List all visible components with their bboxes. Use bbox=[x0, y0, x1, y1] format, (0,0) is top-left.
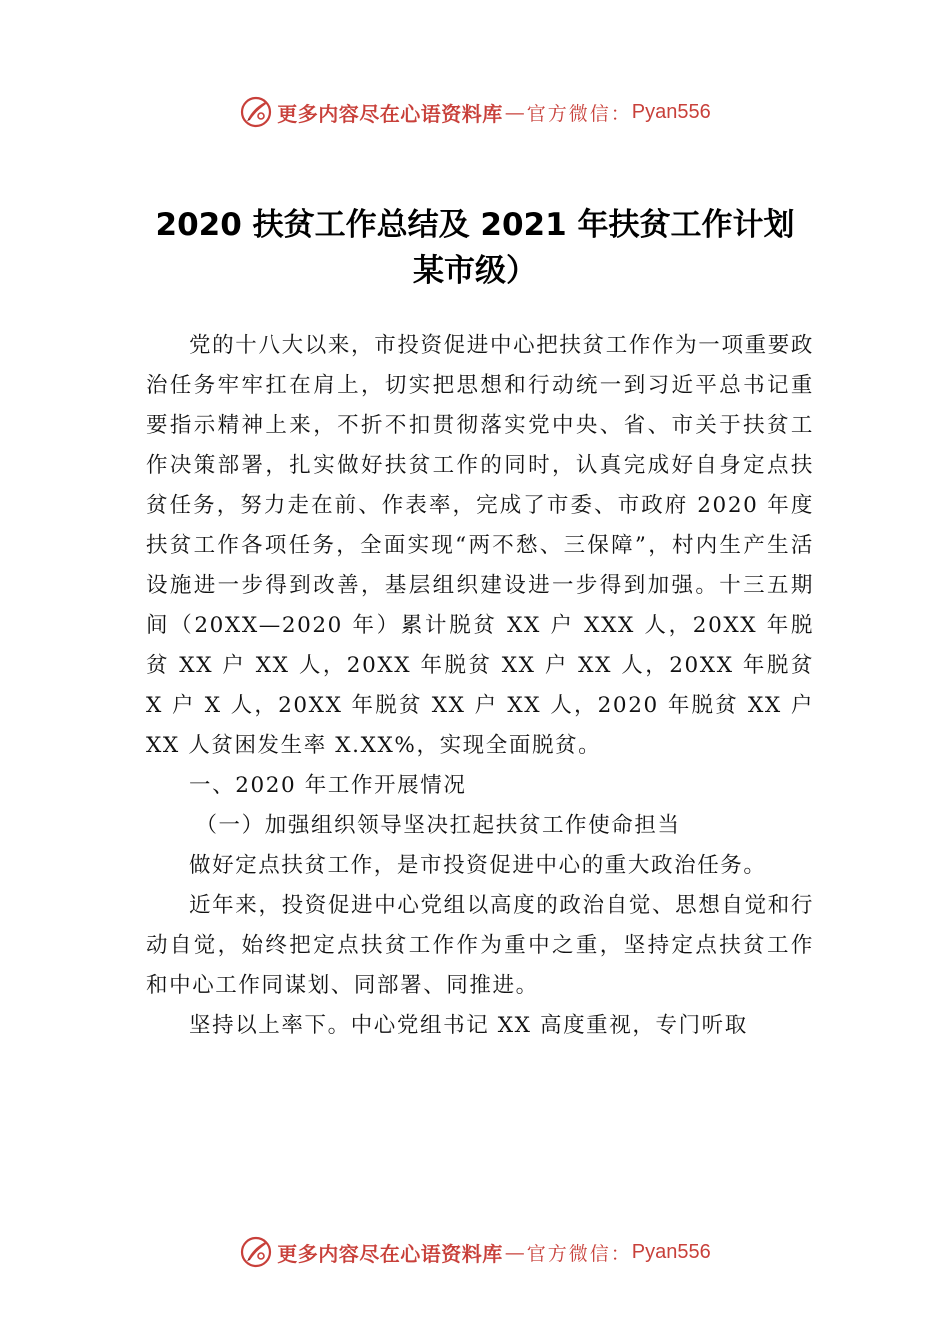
section-heading: 一、2020 年工作开展情况 bbox=[189, 773, 467, 798]
paragraph: 坚持以上率下。中心党组书记 XX 高度重视，专门听取 bbox=[189, 1013, 748, 1038]
pen-logo-icon bbox=[239, 95, 273, 129]
header-banner bbox=[0, 92, 950, 132]
banner-text: 更多内容尽在心语资料库 bbox=[277, 1241, 503, 1266]
subsection-heading: （一）加强组织领导坚决扛起扶贫工作使命担当 bbox=[195, 813, 681, 838]
paragraph: 做好定点扶贫工作，是市投资促进中心的重大政治任务。 bbox=[189, 853, 767, 878]
banner-separator: — bbox=[504, 1240, 525, 1264]
paragraph-intro: 党的十八大以来，市投资促进中心把扶贫工作作为一项重要政治任务牢牢扛在肩上，切实把思想和行动统一到习近平总书记重要指示精神上来，不折不扣贯彻落实党中央、省、市关于扶贫工作决策部署，扎实做好扶贫工作的同时，认真完成好自身定点扶贫任务，努力走在前、作表率，完成了市委、市政府 2020 年度扶贫工作各项任务，全面实现“两不愁、三保障”，村内生产生活设施进一步得到改善，基层组织建设进一步得到加强。十三五期间（20XX—2020 年）累计脱贫 XX 户 XXX 人，20XX 年脱贫 XX 户 XX 人，20XX 年脱贫 XX 户 XX 人，20XX 年脱贫 X 户 X 人，20XX 年脱贫 XX 户 XX 人，2020 年脱贫 XX 户 XX 人贫困发生率 X.XX%，实现全面脱贫。 bbox=[146, 333, 814, 758]
document-title-line2: 某市级） bbox=[413, 253, 537, 289]
banner-wechat-id: Pyan556 bbox=[631, 1240, 711, 1263]
paragraph: 近年来，投资促进中心党组以高度的政治自觉、思想自觉和行动自觉，始终把定点扶贫工作作为重中之重，坚持定点扶贫工作和中心工作同谋划、同部署、同推进。 bbox=[146, 893, 814, 998]
banner-label: 官方微信： bbox=[526, 1242, 632, 1265]
pen-logo-icon bbox=[239, 1235, 273, 1269]
document-body bbox=[146, 326, 814, 1046]
banner-separator: — bbox=[504, 100, 525, 124]
banner-label: 官方微信： bbox=[526, 102, 632, 125]
document-title-line1: 2020 扶贫工作总结及 2021 年扶贫工作计划 bbox=[155, 207, 795, 243]
document-title bbox=[120, 202, 830, 294]
banner-wechat-id: Pyan556 bbox=[631, 100, 711, 123]
banner-text: 更多内容尽在心语资料库 bbox=[277, 101, 503, 126]
footer-banner bbox=[0, 1232, 950, 1272]
